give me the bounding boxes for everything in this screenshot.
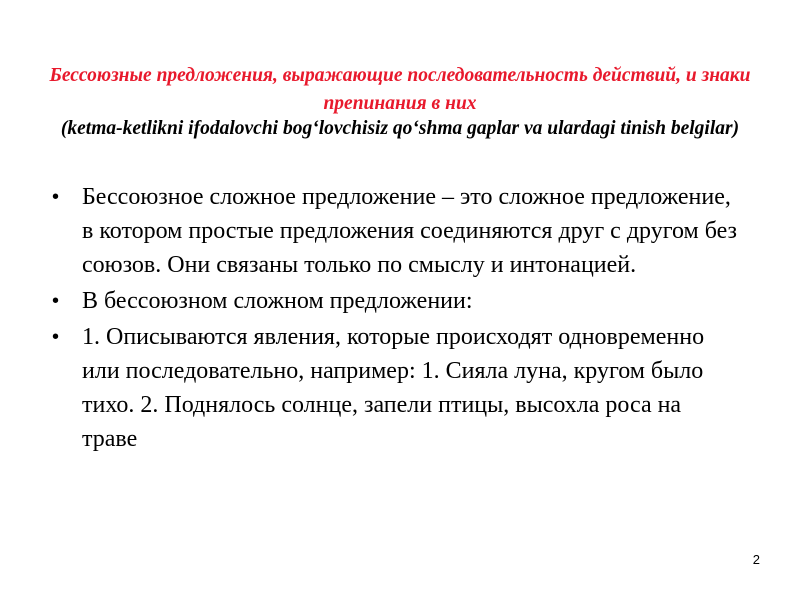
bullet-item xyxy=(0,284,800,318)
bullet-list xyxy=(0,180,800,458)
bullet-item xyxy=(0,320,800,456)
bullet-text: 1. Описываются явления, которые происходят одновременно или последовательно, например: 1. Сияла луна, кругом было тихо. 2. Поднялось солнце, запели птицы, высохла роса на траве xyxy=(82,324,705,452)
slide-title-russian: Бессоюзные предложения, выражающие последовательность действий, и знаки препинания в них xyxy=(49,65,751,114)
bullet-item xyxy=(0,180,800,282)
bullet-icon: • xyxy=(52,326,60,348)
page-number: 2 xyxy=(752,552,760,567)
bullet-icon: • xyxy=(52,290,60,312)
bullet-icon: • xyxy=(52,186,60,208)
slide-title-uzbek: (ketma-ketlikni ifodalovchi bog‘lovchisiz qo‘shma gaplar va ulardagi tinish belgilar) xyxy=(60,118,740,139)
bullet-text: В бессоюзном сложном предложении: xyxy=(82,288,473,314)
bullet-text: Бессоюзное сложное предложение – это сложное предложение, в котором простые предложения соединяются друг с другом без союзов. Они связаны только по смыслу и интонацией. xyxy=(82,184,738,278)
